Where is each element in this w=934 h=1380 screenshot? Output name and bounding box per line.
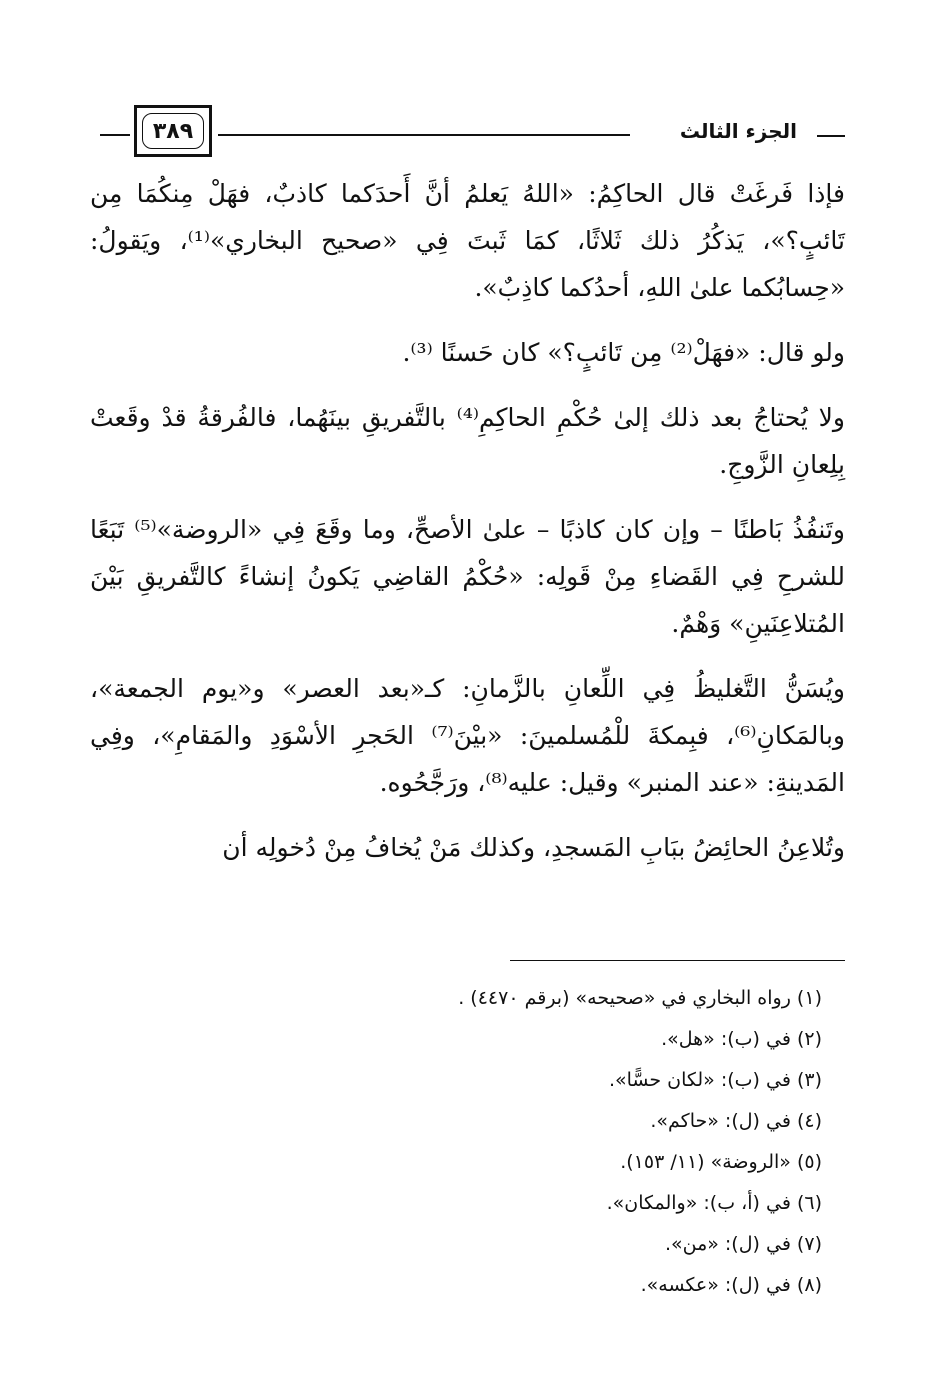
footnote: (٢) في (ب): «هل». bbox=[661, 1028, 822, 1050]
footnote: (١) رواه البخاري في «صحيحه» (برقم ٤٤٧٠) . bbox=[458, 987, 822, 1009]
main-text bbox=[90, 170, 845, 871]
header-dash bbox=[817, 135, 845, 137]
paragraph: وتَنفُذُ بَاطنًا – وإن كان كاذبًا – علىٰ الأصحِّ، وما وقَعَ فِي «الروضة»⁽⁵⁾ تَبَعًا للشرحِ فِي القَضاءِ مِنْ قَولِه: «حُكْمُ القاضِي يَكونُ إنشاءً كالتَّفريقِ بَيْنَ المُتلاعِنَينِ» وَهْمٌ. bbox=[90, 515, 845, 638]
paragraph: ولا يُحتاجُ بعد ذلك إلىٰ حُكْمِ الحاكِمِ⁽⁴⁾ بالتَّفريقِ بينَهُما، فالفُرقةُ قدْ وقَعتْ بِلِعانِ الزَّوجِ. bbox=[90, 403, 845, 479]
page-number: ٣٨٩ bbox=[142, 113, 204, 149]
footnotes bbox=[262, 978, 822, 1306]
header-rule bbox=[218, 134, 630, 136]
footnote: (٤) في (ل): «حاكم». bbox=[650, 1110, 822, 1132]
page-header bbox=[100, 105, 845, 161]
section-title: الجزء الثالث bbox=[679, 119, 797, 143]
footnote: (٦) في (أ، ب): «والمكان». bbox=[606, 1192, 822, 1214]
paragraph: وتُلاعِنُ الحائِضُ ببَابِ المَسجدِ، وكذلك مَنْ يُخافُ مِنْ دُخولِه أن bbox=[222, 833, 845, 862]
footnote: (٧) في (ل): «من». bbox=[664, 1233, 822, 1255]
paragraph: ولو قال: «فهَلْ⁽²⁾ مِن تَائبٍ؟» كان حَسنًا ⁽³⁾. bbox=[402, 338, 845, 367]
header-rule-left bbox=[100, 134, 130, 136]
paragraph: ويُسَنُّ التَّغليظُ فِي اللِّعانِ بالزَّمانِ: كـ«بعد العصر» و«يوم الجمعة»، وبالمَكانِ⁽⁶⁾، فبِمكةَ للْمُسلمينَ: «بيْنَ⁽⁷⁾ الحَجرِ الأسْوَدِ والمَقامِ»، وفِي المَدينةِ: «عند المنبر» وقيل: عليه⁽⁸⁾، ورَجَّحُوه. bbox=[90, 674, 845, 797]
paragraph: فإذا فَرغَتْ قال الحاكِمُ: «اللهُ يَعلمُ أنَّ أَحدَكما كاذبٌ، فهَلْ مِنكُمَا مِن تَائبٍ؟»، يَذكُرُ ذلك ثَلاثًا، كمَا ثَبتَ فِي «صحيح البخاري»⁽¹⁾، ويَقولُ: «حِسابُكما علىٰ اللهِ، أحدُكما كاذِبٌ». bbox=[90, 179, 845, 302]
footnote: (٨) في (ل): «عكسه». bbox=[640, 1274, 822, 1296]
footnote: (٥) «الروضة» (١١/ ١٥٣). bbox=[620, 1151, 822, 1173]
footnote-separator bbox=[510, 960, 845, 961]
footnote: (٣) في (ب): «لكان حسًّا». bbox=[608, 1069, 822, 1091]
page-number-frame bbox=[134, 105, 212, 157]
